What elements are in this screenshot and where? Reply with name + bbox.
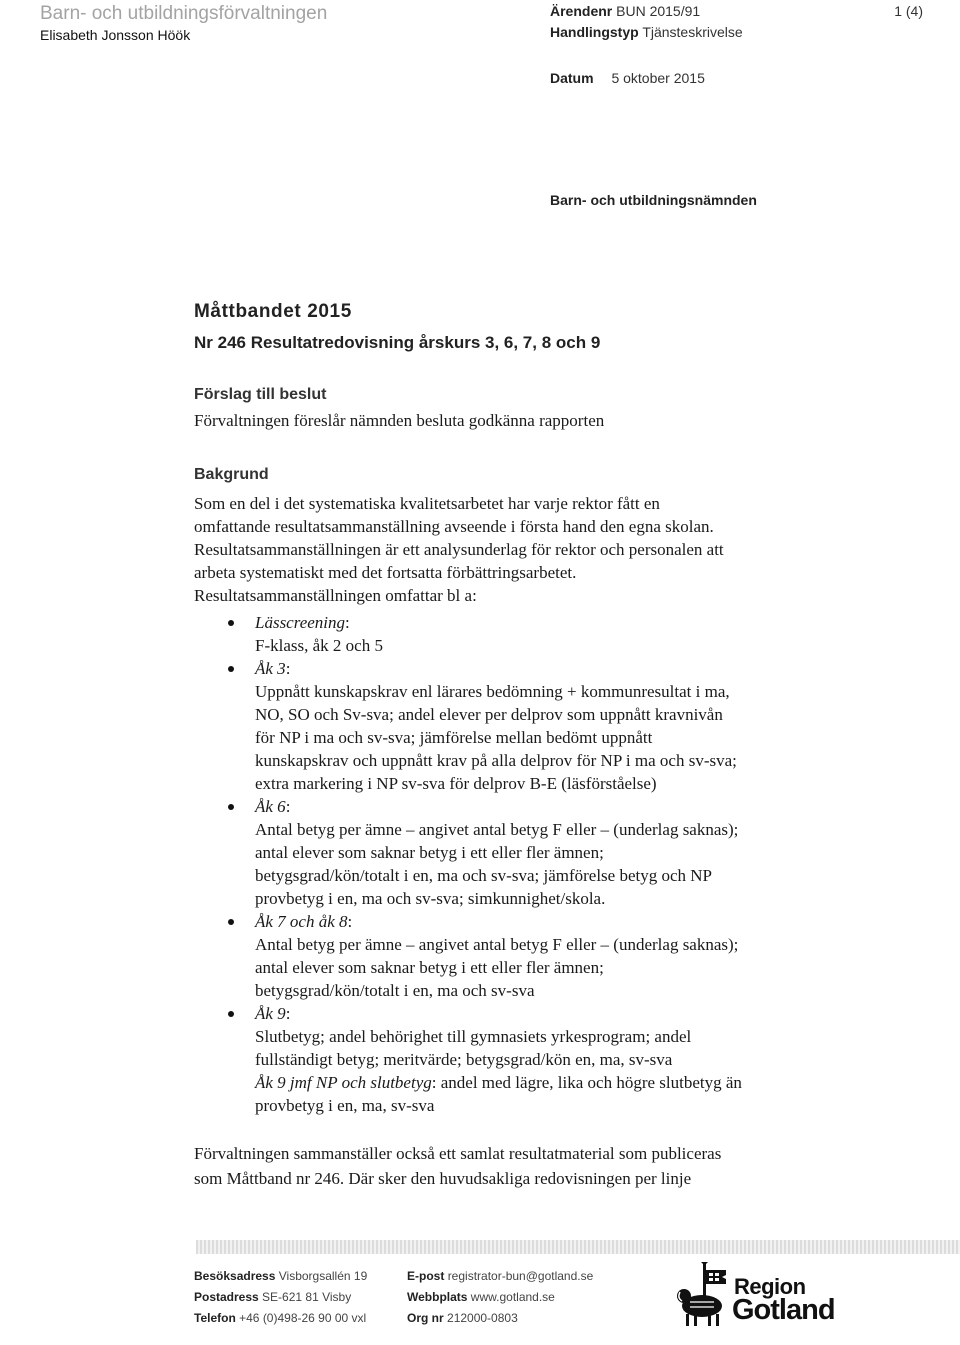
item-line: extra markering i NP sv-sva för delprov B-E (läsförståelse) [255,774,657,793]
paragraph-line: Resultatsammanställningen omfattar bl a: [194,586,477,605]
item-line: betygsgrad/kön/totalt i en, ma och sv-sva [255,981,535,1000]
list-item [194,1002,834,1117]
bullet-icon [228,620,234,626]
document-date [550,70,705,86]
paragraph-line: Resultatsammanställningen är ett analysunderlag för rektor och personalen att [194,540,724,559]
item-lead: Lässcreening: [255,613,350,632]
item-line: provbetyg i en, ma, sv-sva [255,1096,435,1115]
item-sublead: Åk 9 jmf NP och slutbetyg [255,1073,432,1092]
item-line: kunskapskrav och uppnått krav på alla delprov för NP i ma och sv-sva; [255,751,737,770]
item-line: för NP i ma och sv-sva; jämförelse mellan bedömt uppnått [255,728,653,747]
date-value: 5 oktober 2015 [611,70,705,86]
item-lead: Åk 3: [255,659,291,678]
list-item [194,611,834,657]
footer-email[interactable]: E-post registrator-bun@gotland.se [407,1269,594,1283]
paragraph-line: arbeta systematiskt med det fortsatta förbättringsarbetet. [194,563,577,582]
item-line: provbetyg i en, ma och sv-sva; simkunnighet/skola. [255,889,606,908]
item-lead: Åk 6: [255,797,291,816]
paragraph-line: som Måttband nr 246. Där sker den huvudsakliga redovisningen per linje [194,1169,692,1188]
bullet-icon [228,919,234,925]
footer-website[interactable]: Webbplats www.gotland.se [407,1290,555,1304]
document-type-label: Handlingstyp [550,24,639,40]
list-item [194,910,834,1002]
paragraph-line: Som en del i det systematiska kvalitetsarbetet har varje rektor fått en [194,494,660,513]
item-line: Uppnått kunskapskrav enl lärares bedömning + kommunresultat i ma, [255,682,730,701]
list-item [194,795,834,910]
author-name: Elisabeth Jonsson Höök [40,27,191,43]
recipient: Barn- och utbildningsnämnden [550,192,757,208]
ram-emblem-icon [676,1262,732,1328]
proposal-heading: Förslag till beslut [194,386,327,403]
page-number: 1 (4) [894,3,923,19]
contents-list [194,611,834,1117]
item-line: antal elever som saknar betyg i ett eller fler ämnen; [255,843,604,862]
item-line [255,1071,834,1094]
bullet-icon [228,804,234,810]
background-paragraph [194,492,834,607]
item-line: betygsgrad/kön/totalt i en, ma och sv-sva; jämförelse betyg och NP [255,866,713,885]
bullet-icon [228,666,234,672]
document-title: Måttbandet 2015 [194,301,352,322]
footer-postal-address: Postadress SE-621 81 Visby [194,1290,352,1304]
item-subtext: : andel med lägre, lika och högre slutbetyg än [431,1073,742,1092]
footer-org-number: Org nr 212000-0803 [407,1311,518,1325]
case-number-label: Ärendenr [550,3,613,19]
document-subtitle: Nr 246 Resultatredovisning årskurs 3, 6, 7, 8 och 9 [194,333,601,352]
logo-text-gotland: Gotland [732,1294,835,1326]
item-line: NO, SO och Sv-sva; andel elever per delprov som uppnått kravnivån [255,705,723,724]
bullet-icon [228,1011,234,1017]
item-line: Slutbetyg; andel behörighet till gymnasiets yrkesprogram; andel [255,1027,692,1046]
item-line: antal elever som saknar betyg i ett eller fler ämnen; [255,958,604,977]
logo-text-region: Region [734,1274,806,1299]
item-line: F-klass, åk 2 och 5 [255,636,383,655]
document-type [550,24,743,40]
item-lead: Åk 7 och åk 8: [255,912,353,931]
footer-phone: Telefon +46 (0)498-26 90 00 vxl [194,1311,367,1325]
region-gotland-logo [676,1262,836,1330]
case-number-value: BUN 2015/91 [616,3,701,19]
date-label: Datum [550,70,594,86]
document-type-value: Tjänsteskrivelse [642,24,743,40]
footer-divider [196,1240,960,1254]
paragraph-line: Förvaltningen sammanställer också ett samlat resultatmaterial som publiceras [194,1144,722,1163]
closing-paragraph [194,1141,834,1191]
case-number [550,3,700,19]
item-line: Antal betyg per ämne – angivet antal betyg F eller – (underlag saknas); [255,820,739,839]
background-heading: Bakgrund [194,466,269,483]
footer-visit-address: Besöksadress Visborgsallén 19 [194,1269,368,1283]
paragraph-line: omfattande resultatsammanställning avseende i första hand den egna skolan. [194,517,714,536]
item-line: fullständigt betyg; meritvärde; betygsgrad/kön en, ma, sv-sva [255,1050,673,1069]
proposal-text: Förvaltningen föreslår nämnden besluta godkänna rapporten [194,411,605,430]
item-line: Antal betyg per ämne – angivet antal betyg F eller – (underlag saknas); [255,935,739,954]
list-item [194,657,834,795]
item-lead: Åk 9: [255,1004,291,1023]
org-name: Barn- och utbildningsförvaltningen [40,3,328,24]
